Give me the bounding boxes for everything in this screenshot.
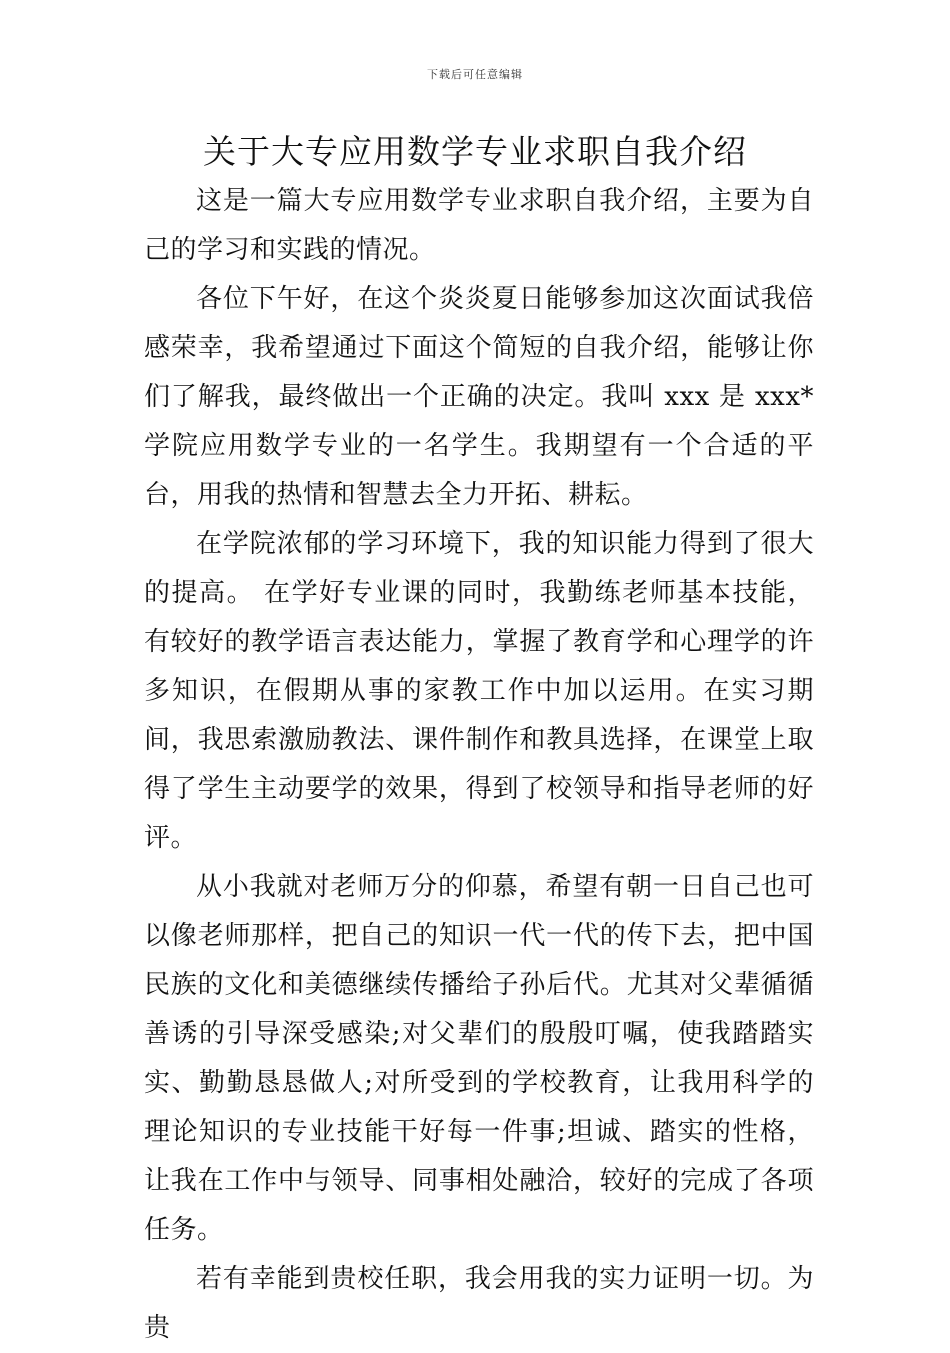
- paragraph-aspiration: 从小我就对老师万分的仰慕，希望有朝一日自己也可以像老师那样，把自己的知识一代一代的传下去，把中国民族的文化和美德继续传播给子孙后代。尤其对父辈循循善诱的引导深受感染;对父辈们的殷殷叮嘱，使我踏踏实实、勤勤恳恳做人;对所受到的学校教育，让我用科学的理论知识的专业技能干好每一件事;坦诚、踏实的性格，让我在工作中与领导、同事相处融洽，较好的完成了各项任务。: [144, 872, 814, 1245]
- header-note: 下载后可任意编辑: [427, 68, 523, 81]
- document-title: 关于大专应用数学专业求职自我介绍: [203, 132, 747, 171]
- paragraph-intro: 这是一篇大专应用数学专业求职自我介绍，主要为自己的学习和实践的情况。: [144, 186, 814, 265]
- paragraph-learning: 在学院浓郁的学习环境下，我的知识能力得到了很大的提高。 在学好专业课的同时，我勤练老师基本技能，有较好的教学语言表达能力，掌握了教育学和心理学的许多知识，在假期从事的家教工作中加以运用。在实习期间，我思索激励教法、课件制作和教具选择，在课堂上取得了学生主动要学的效果，得到了校领导和指导老师的好评。: [144, 529, 814, 853]
- document-body: [144, 177, 814, 1353]
- paragraph-closing: 若有幸能到贵校任职，我会用我的实力证明一切。为贵: [144, 1264, 814, 1343]
- paragraph-greeting: 各位下午好，在这个炎炎夏日能够参加这次面试我倍感荣幸，我希望通过下面这个简短的自我介绍，能够让你们了解我，最终做出一个正确的决定。我叫 xxx 是 xxx*学院应用数学专业的一名学生。我期望有一个合适的平台，用我的热情和智慧去全力开拓、耕耘。: [144, 284, 814, 510]
